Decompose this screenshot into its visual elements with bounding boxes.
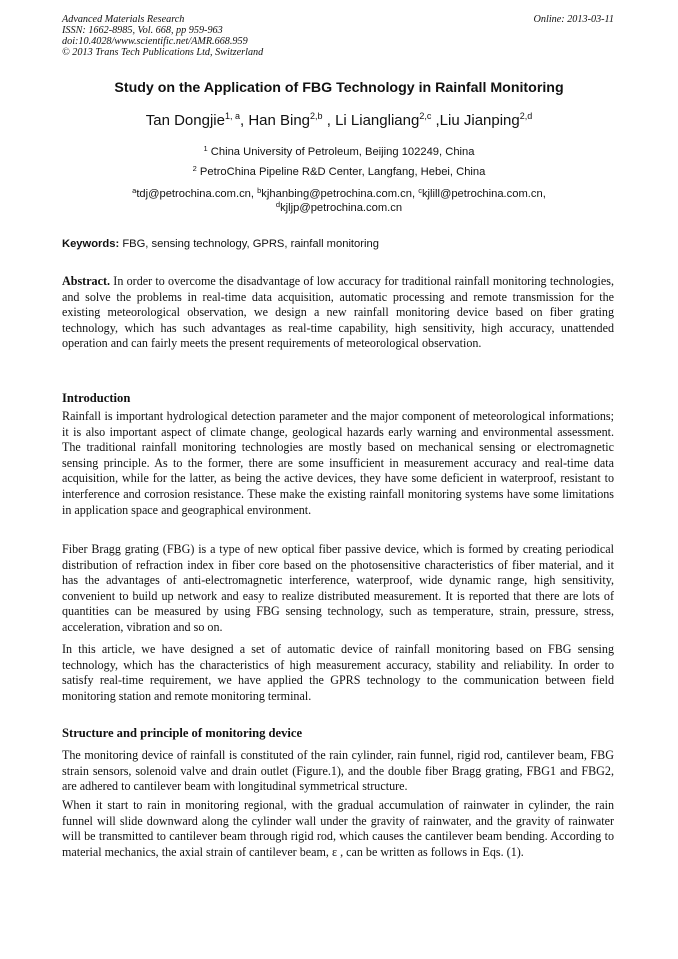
section-heading: Structure and principle of monitoring device	[62, 726, 303, 740]
email-list	[0, 187, 678, 215]
abstract	[62, 274, 614, 352]
author-name: Tan Dongjie	[145, 112, 225, 129]
email-address[interactable]: kjhanbing@petrochina.com.cn,	[261, 188, 416, 200]
author-name: Liu Jianping	[439, 112, 520, 129]
author-superscript: 1, a	[224, 111, 240, 121]
author-superscript: 2,b	[310, 111, 323, 121]
email-superscript: d	[275, 200, 281, 209]
online-date: Online: 2013-03-11	[533, 14, 614, 25]
paragraph: The monitoring device of rainfall is constituted of the rain cylinder, rain funnel, rigid rod, cantilever beam, FBG strain sensors, solenoid valve and drain outlet (Figure.1), and the double fiber Bragg grating, FBG1 and FBG2, are adhered to cantilever beam with longitudinal symmetrical structure.	[62, 748, 614, 794]
paragraph: In this article, we have designed a set of automatic device of rainfall monitoring based on FBG sensing technology, which has the characteristics of high measurement accuracy, stability and reliability. In order to satisfy real-time requirement, we have applied the GPRS technology to the communication between field monitoring station and remote monitoring terminal.	[62, 642, 614, 703]
paragraph: Rainfall is important hydrological detection parameter and the major component of meteorological informations; it is also important aspect of climate change, geological hazards early warning and environmental assessment. The traditional rainfall monitoring technologies are mostly based on mechanical sensing or electromagnetic sensing principle. As to the former, there are some insufficient in measurement accuracy and real-time data acquisition, while for the latter, as being the active devices, they have some deficient in waterproof, resistant to interference and corrosion resistance. These make the existing rainfall monitoring systems have some limitations in application space and geographical environment.	[62, 409, 614, 517]
paper-title: Study on the Application of FBG Technology in Rainfall Monitoring	[114, 80, 564, 96]
affiliation	[0, 166, 678, 178]
paragraph: Fiber Bragg grating (FBG) is a type of new optical fiber passive device, which is formed by creating periodical distribution of refraction index in fiber core based on the photosensitive characteristics of fiber material, and it has the advantages of anti-electromagnetic interference, waterproof, wide dynamic range, high sensitivity, convenient to build up network and easy to realize distributed measurement. It is reported that there are lots of quantities can be measured by using FBG sensing technology, such as temperature, strain, pressure, stress, acceleration, vibration and so on.	[62, 542, 614, 634]
paragraph: When it start to rain in monitoring regional, with the gradual accumulation of rainwater in cylinder, the rain funnel will slide downward along the cylinder wall under the gravity of rainwater, and the gravity of rainwater will be transmitted to cantilever beam through rigid rod, which causes the cantilever beam bending. According to material mechanics, the axial strain of cantilever beam, ε , can be written as follows in Eqs. (1).	[62, 798, 614, 859]
affiliation-text: China University of Petroleum, Beijing 102249, China	[210, 146, 475, 158]
author-list: Tan Dongjie$^{1, a}$, Han Bing$^{2,b}$ , Li Liangliang$^{2,c}$ ,Liu Jianping$^{2,d}$	[145, 111, 533, 129]
copyright-line: © 2013 Trans Tech Publications Ltd, Switzerland	[62, 47, 264, 58]
author-superscript: 2,d	[519, 111, 533, 121]
affiliation-superscript: 1	[203, 144, 208, 153]
email-address[interactable]: kjljp@petrochina.com.cn	[280, 202, 403, 214]
section-heading: Introduction	[62, 391, 131, 405]
email-superscript: a	[132, 186, 137, 195]
email-superscript: c	[418, 186, 422, 195]
author-superscript: 2,c	[419, 111, 432, 121]
keywords	[62, 238, 616, 250]
email-address[interactable]: tdj@petrochina.com.cn,	[136, 188, 255, 200]
affiliation-superscript: 2	[192, 164, 197, 173]
keywords-label: Keywords:	[62, 238, 120, 250]
email-superscript: b	[257, 186, 262, 195]
author-name: Han Bing	[248, 112, 311, 129]
affiliation	[0, 146, 678, 158]
abstract-label: Abstract.	[62, 274, 111, 288]
email-address[interactable]: kjlill@petrochina.com.cn,	[421, 188, 546, 200]
issn-line: ISSN: 1662-8985, Vol. 668, pp 959-963	[62, 25, 223, 36]
doi-line: doi:10.4028/www.scientific.net/AMR.668.959	[62, 36, 248, 47]
author-name: Li Liangliang	[335, 112, 420, 129]
running-header	[62, 14, 614, 58]
keywords-text: FBG, sensing technology, GPRS, rainfall monitoring	[122, 238, 379, 250]
journal-name: Advanced Materials Research	[62, 14, 185, 25]
affiliation-text: PetroChina Pipeline R&D Center, Langfang, Hebei, China	[199, 166, 486, 178]
abstract-text: In order to overcome the disadvantage of low accuracy for traditional rainfall monitoring technologies, and solve the problems in real-time data acquisition, automatic processing and remote transmission for the existing meteorological observation, we design a new rainfall monitoring device based on fiber grating technology, which has such advantages as real-time capability, high sensitivity, high accuracy, unattended operation and can fairly meets the present requirements of meteorological observation.	[62, 274, 614, 351]
